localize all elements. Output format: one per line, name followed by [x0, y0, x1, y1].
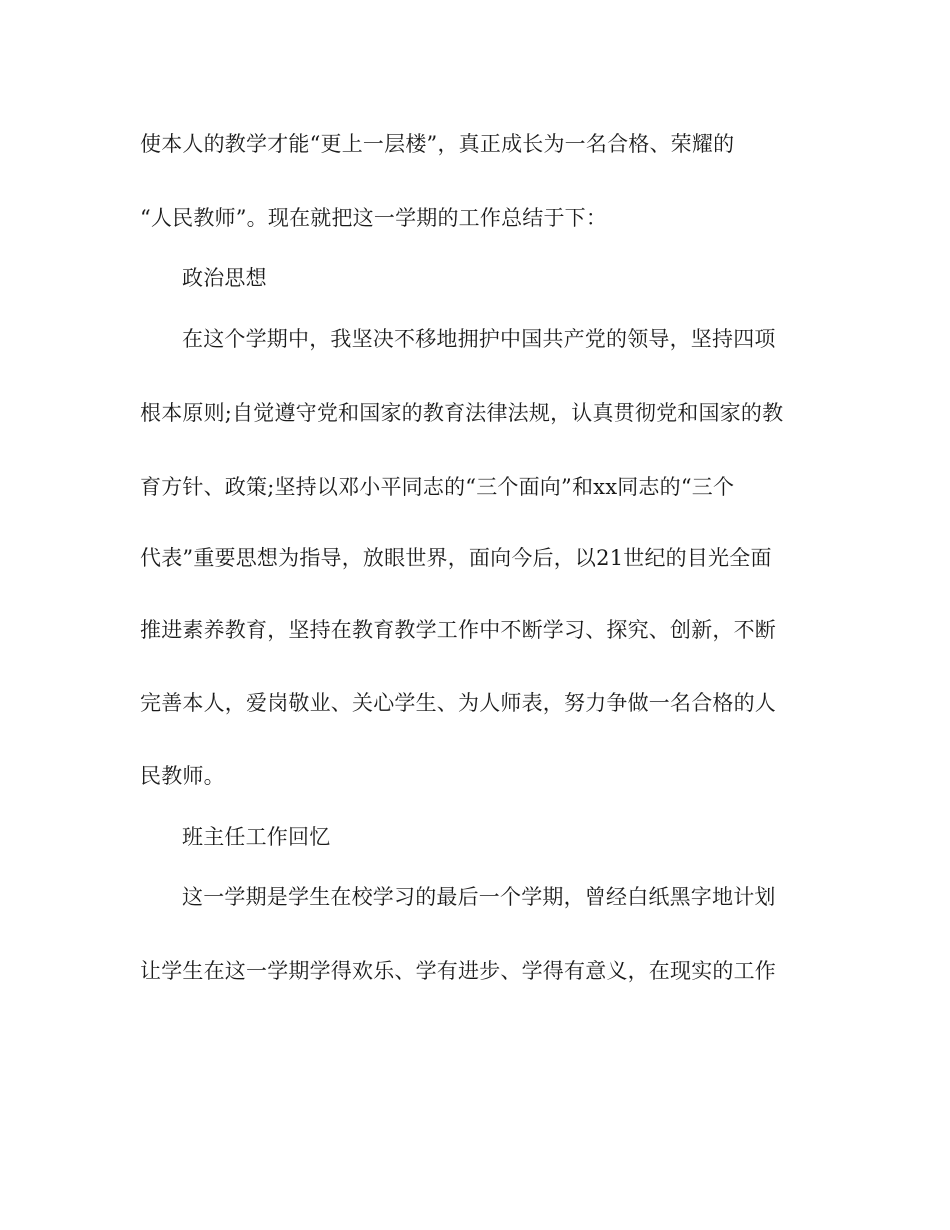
paragraph-line: 育方针、政策;坚持以邓小平同志的“三个面向”和xx同志的“三个: [140, 475, 735, 499]
paragraph-line: 让学生在这一学期学得欢乐、学有进步、学得有意义，在现实的工作: [140, 959, 776, 983]
section-heading-politics: 政治思想: [182, 266, 267, 290]
paragraph-line: 民教师。: [140, 764, 225, 788]
paragraph-line: 根本原则;自觉遵守党和国家的教育法律法规，认真贯彻党和国家的教: [140, 401, 784, 425]
section-heading-class-teacher: 班主任工作回忆: [182, 825, 331, 849]
paragraph-line: 在这个学期中，我坚决不移地拥护中国共产党的领导，坚持四项: [182, 327, 776, 351]
paragraph-line: 推进素养教育，坚持在教育教学工作中不断学习、探究、创新，不断: [140, 618, 776, 642]
paragraph-line: 代表”重要思想为指导，放眼世界，面向今后，以21世纪的目光全面: [140, 546, 772, 570]
paragraph-line: 使本人的教学才能“更上一层楼”，真正成长为一名合格、荣耀的: [140, 132, 735, 156]
paragraph-line: 完善本人，爱岗敬业、关心学生、为人师表，努力争做一名合格的人: [140, 691, 776, 715]
paragraph-line: 这一学期是学生在校学习的最后一个学期，曾经白纸黑字地计划: [182, 885, 776, 909]
paragraph-line: “人民教师”。现在就把这一学期的工作总结于下：: [140, 206, 608, 230]
